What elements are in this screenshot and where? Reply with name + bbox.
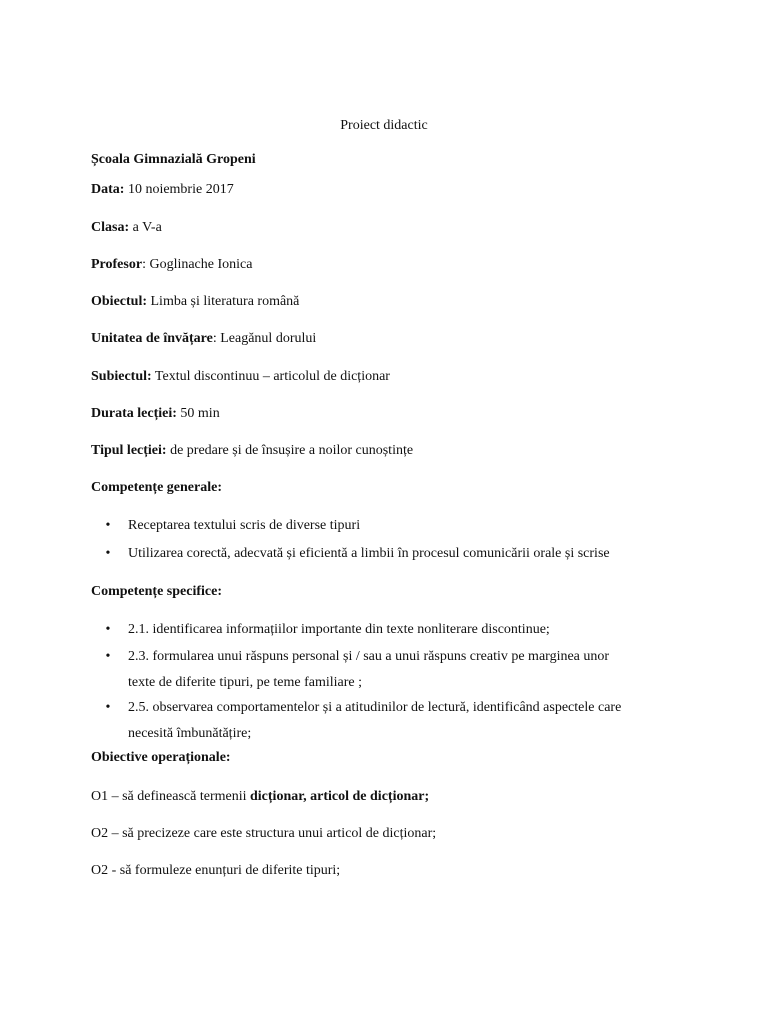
- document-title: Proiect didactic: [340, 118, 428, 133]
- field-tipul: Tipul lecției: de predare și de însușire a noilor cunoștințe: [91, 443, 414, 458]
- field-clasa: Clasa: a V-a: [91, 220, 162, 235]
- competente-specifice-heading: Competențe specifice:: [91, 584, 223, 599]
- list-item-continuation: texte de diferite tipuri, pe teme familiare ;: [128, 675, 363, 690]
- objective-o3: O2 - să formuleze enunțuri de diferite tipuri;: [91, 863, 341, 878]
- list-item: 2.1. identificarea informațiilor importante din texte nonliterare discontinue;: [128, 622, 550, 637]
- bullet-icon: •: [105, 546, 111, 561]
- objective-o2: O2 – să precizeze care este structura unui articol de dicționar;: [91, 826, 437, 841]
- list-item: Receptarea textului scris de diverse tipuri: [128, 518, 361, 533]
- bullet-icon: •: [105, 700, 111, 715]
- bullet-icon: •: [105, 649, 111, 664]
- field-durata: Durata lecției: 50 min: [91, 406, 220, 421]
- field-subiectul: Subiectul: Textul discontinuu – articolul de dicționar: [91, 369, 390, 384]
- list-item-continuation: necesită îmbunătățire;: [128, 726, 252, 741]
- field-data: Data: 10 noiembrie 2017: [91, 182, 234, 197]
- list-item: 2.3. formularea unui răspuns personal și / sau a unui răspuns creativ pe marginea unor: [128, 649, 610, 664]
- field-profesor: Profesor: Goglinache Ionica: [91, 257, 253, 272]
- list-item: 2.5. observarea comportamentelor și a atitudinilor de lectură, identificând aspectele care: [128, 700, 622, 715]
- obiective-heading: Obiective operaționale:: [91, 750, 231, 765]
- list-item: Utilizarea corectă, adecvată și eficientă a limbii în procesul comunicării orale și scrise: [128, 546, 610, 561]
- school-name: Școala Gimnazială Gropeni: [91, 152, 256, 167]
- field-obiectul: Obiectul: Limba și literatura română: [91, 294, 300, 309]
- bullet-icon: •: [105, 518, 111, 533]
- field-unitatea: Unitatea de învățare: Leagănul dorului: [91, 331, 317, 346]
- bullet-icon: •: [105, 622, 111, 637]
- competente-generale-heading: Competențe generale:: [91, 480, 223, 495]
- objective-o1: O1 – să definească termenii dicționar, articol de dicționar;: [91, 789, 430, 804]
